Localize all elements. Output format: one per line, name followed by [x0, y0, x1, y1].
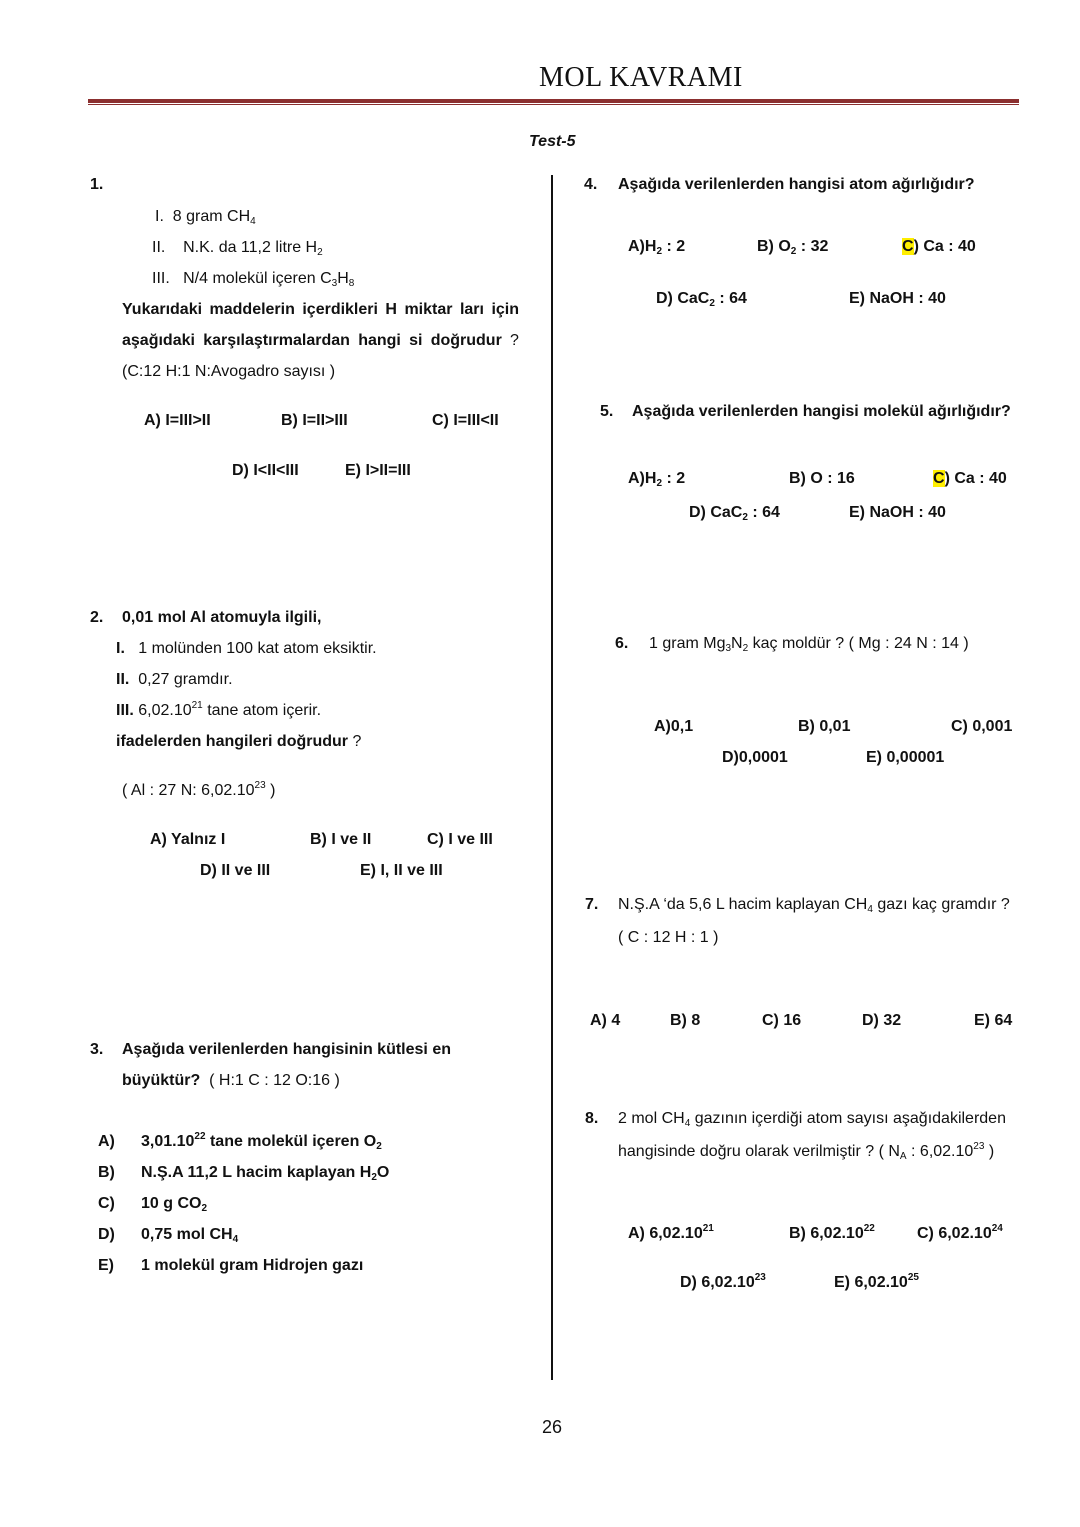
option-e[interactable]: E) I, II ve III [360, 862, 443, 879]
option-e[interactable]: E) 64 [974, 1012, 1013, 1029]
option-a[interactable]: A) I=III>II [144, 412, 211, 429]
question-number: 6. [615, 635, 629, 652]
q2-item-2: II. 0,27 gramdır. [116, 671, 233, 688]
option-e[interactable]: E) 6,02.10$^{25}$ [834, 1272, 919, 1291]
option-a[interactable]: $A)H_2$ : 2 [628, 238, 686, 257]
option-c[interactable]: C) 16 [762, 1012, 802, 1029]
q1-item-1: I. 8 gram $CH_4$ [155, 208, 256, 227]
option-a[interactable]: A) 6,02.10$^{21}$ [628, 1223, 714, 1242]
q2-stem: 0,01 mol Al atomuyla ilgili, [122, 609, 322, 626]
option-b[interactable]: B) 0,01 [798, 718, 851, 735]
page-number: 26 [542, 1417, 563, 1437]
option-a[interactable]: $A)H_2$ : 2 [628, 470, 686, 489]
option-a[interactable]: A) Yalnız I [150, 831, 226, 848]
q3-stem-line1: Aşağıda verilenlerden hangisinin kütlesi en [122, 1041, 451, 1058]
answer-highlight: C [902, 238, 914, 255]
option-e[interactable]: E) NaOH : 40 [849, 290, 946, 307]
question-number: 4. [584, 176, 598, 193]
question-number: 2. [90, 609, 104, 626]
option-b[interactable]: B) 8 [670, 1012, 701, 1029]
question-number: 8. [585, 1110, 599, 1127]
q6-stem: 1 gram $Mg_3N_2$ kaç moldür ? ( Mg : 24 N : 14 ) [649, 635, 969, 654]
test-label: Test-5 [529, 133, 576, 150]
option-d[interactable]: D) 0,75 mol $CH_4$ [98, 1226, 239, 1245]
option-a[interactable]: A) 3,01.10$^{22}$ tane molekül içeren $O_2$ [98, 1131, 382, 1152]
option-e[interactable]: E) 0,00001 [866, 749, 945, 766]
q8-stem-line1: 2 mol $CH_4$ gazının içerdiği atom sayısı aşağıdakilerden [618, 1110, 1006, 1129]
option-b[interactable]: B) I ve II [310, 831, 372, 848]
question-number: 7. [585, 896, 599, 913]
question-number: 3. [90, 1041, 104, 1058]
q8-stem-line2: hangisinde doğru olarak verilmiştir ? ( $N_A$ : 6,02.10$^{23}$ ) [618, 1141, 995, 1162]
option-a[interactable]: A) 4 [590, 1012, 621, 1029]
option-b[interactable]: B) N.Ş.A 11,2 L hacim kaplayan $H_2O$ [98, 1164, 390, 1183]
option-d[interactable]: D)0,0001 [722, 749, 788, 766]
q5-stem: Aşağıda verilenlerden hangisi molekül ağırlığıdır? [632, 403, 1011, 420]
option-d[interactable]: D) CaC$_2$ : 64 [689, 504, 780, 523]
q1-constants: (C:12 H:1 N:Avogadro sayısı ) [122, 363, 336, 380]
option-c[interactable]: C) I=III<II [432, 412, 499, 429]
q2-item-1: I. 1 molünden 100 kat atom eksiktir. [116, 640, 377, 657]
option-e[interactable]: E) 1 molekül gram Hidrojen gazı [98, 1257, 364, 1274]
q2-item-3: III. 6,02.10$^{21}$ tane atom içerir. [116, 700, 322, 719]
option-a[interactable]: A)0,1 [654, 718, 694, 735]
header-rule [88, 99, 1019, 103]
q2-question: ifadelerden hangileri doğrudur ? [116, 733, 362, 750]
option-b[interactable]: B) 6,02.10$^{22}$ [789, 1223, 875, 1242]
header-rule-thin [88, 104, 1019, 105]
option-e[interactable]: E) NaOH : 40 [849, 504, 946, 521]
answer-highlight: C [933, 470, 945, 487]
q4-stem: Aşağıda verilenlerden hangisi atom ağırlığıdır? [618, 176, 975, 193]
option-c[interactable]: C) 10 g $CO_2$ [98, 1195, 208, 1214]
option-b[interactable]: B) I=II>III [281, 412, 348, 429]
option-c[interactable]: C) 0,001 [951, 718, 1013, 735]
option-d[interactable]: D) I<II<III [232, 462, 299, 479]
option-d[interactable]: D) CaC$_2$ : 64 [656, 290, 747, 309]
q2-constants: ( Al : 27 N: 6,02.10$^{23}$ ) [122, 780, 276, 799]
option-d[interactable]: D) II ve III [200, 862, 271, 879]
option-c[interactable]: C) 6,02.10$^{24}$ [917, 1223, 1003, 1242]
q1-stem-line1: Yukarıdaki maddelerin içerdikleri H miktar ları için [122, 301, 519, 318]
q1-item-3: III. N/4 molekül içeren $C_3H_8$ [152, 270, 355, 289]
q7-constants: ( C : 12 H : 1 ) [618, 929, 719, 946]
q3-stem-line2: büyüktür? ( H:1 C : 12 O:16 ) [122, 1072, 340, 1089]
page-title: MOL KAVRAMI [539, 62, 743, 93]
option-d[interactable]: D) 32 [862, 1012, 902, 1029]
question-number: 1. [90, 176, 104, 193]
option-c[interactable]: C) Ca : 40 [902, 238, 976, 255]
option-b[interactable]: B) O : 16 [789, 470, 855, 487]
option-b[interactable]: B) $O_2$ : 32 [757, 238, 829, 257]
option-e[interactable]: E) I>II=III [345, 462, 411, 479]
q1-item-2: II. N.K. da 11,2 litre $H_2$ [152, 239, 323, 258]
q7-stem: N.Ş.A ‘da 5,6 L hacim kaplayan $CH_4$ gazı kaç gramdır ? [618, 896, 1010, 915]
question-number: 5. [600, 403, 614, 420]
q1-stem-line2: aşağıdaki karşılaştırmalardan hangi si doğrudur ? [122, 332, 519, 349]
option-c[interactable]: C) Ca : 40 [933, 470, 1007, 487]
option-c[interactable]: C) I ve III [427, 831, 493, 848]
option-d[interactable]: D) 6,02.10$^{23}$ [680, 1272, 766, 1291]
column-divider [551, 175, 553, 1380]
